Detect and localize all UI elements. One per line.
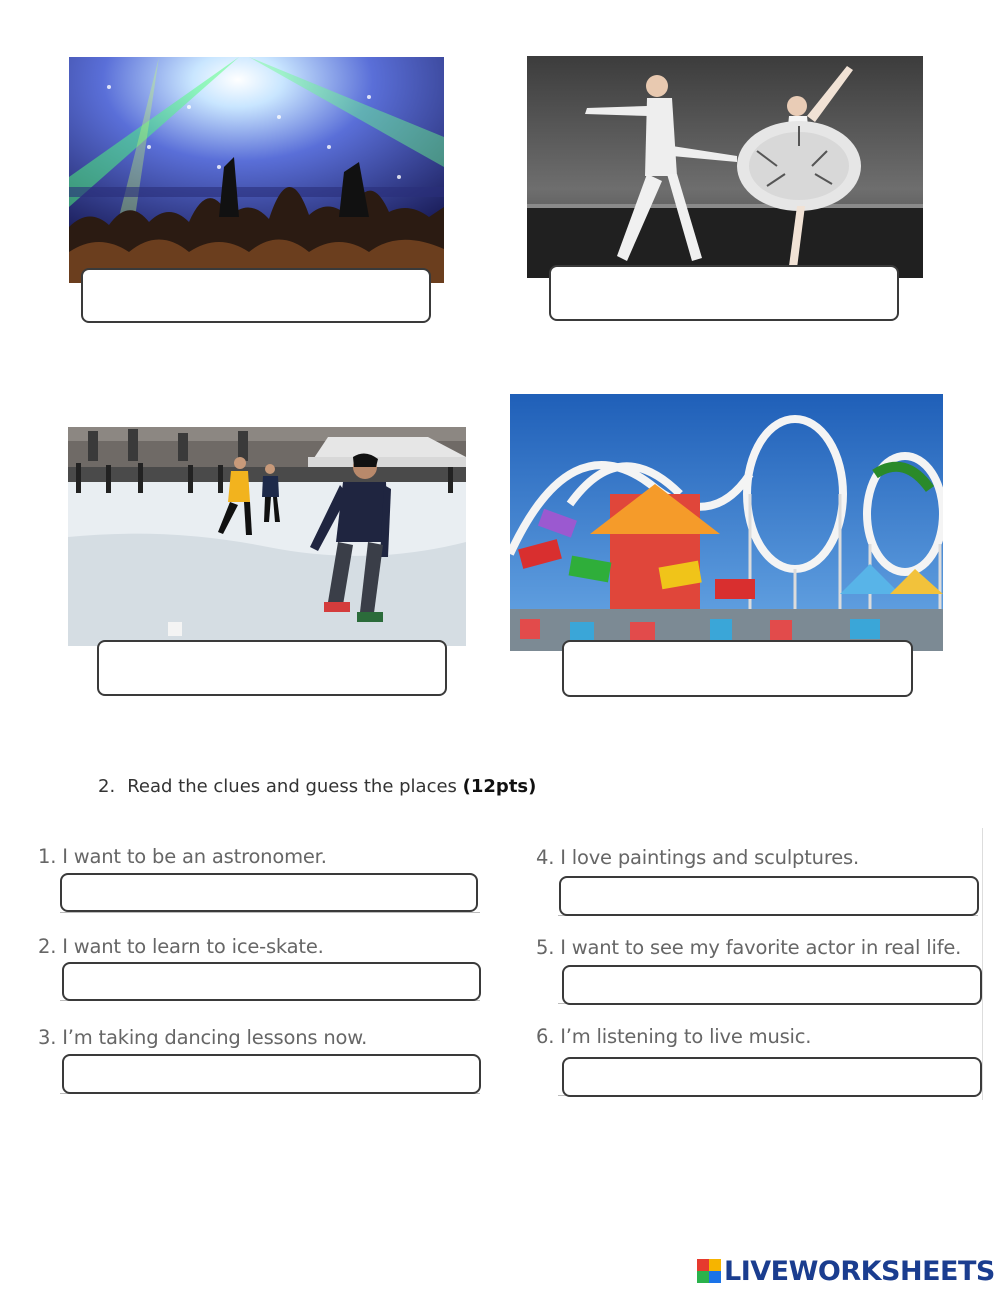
image-edge	[982, 828, 983, 1100]
answer-box-ice-rink[interactable]	[97, 640, 447, 696]
clue-5: 5. I want to see my favorite actor in real life.	[536, 936, 962, 959]
answer-box-amusement-park[interactable]	[562, 640, 913, 697]
clue-6: 6. I’m listening to live music.	[536, 1025, 812, 1048]
answer-input-ballet[interactable]	[551, 267, 897, 319]
clue-answer-box-3[interactable]	[62, 1054, 481, 1094]
clue-answer-box-4[interactable]	[559, 876, 979, 916]
clue-answer-input-1[interactable]	[62, 875, 476, 910]
ice-rink-photo	[68, 427, 466, 646]
ballet-photo	[527, 56, 923, 278]
clue-answer-input-2[interactable]	[64, 964, 479, 999]
clue-4: 4. I love paintings and sculptures.	[536, 846, 859, 869]
clue-answer-box-5[interactable]	[562, 965, 982, 1005]
clue-1: 1. I want to be an astronomer.	[38, 845, 327, 868]
answer-input-ice-rink[interactable]	[99, 642, 445, 694]
clue-answer-box-2[interactable]	[62, 962, 481, 1001]
liveworksheets-logo-icon	[697, 1259, 721, 1283]
answer-box-concert[interactable]	[81, 268, 431, 323]
concert-photo	[69, 57, 444, 283]
underline-1	[60, 912, 480, 913]
clue-answer-input-4[interactable]	[561, 878, 977, 914]
clue-answer-box-1[interactable]	[60, 873, 478, 912]
answer-box-ballet[interactable]	[549, 265, 899, 321]
answer-input-amusement-park[interactable]	[564, 642, 911, 695]
section-number: 2.	[98, 776, 116, 797]
clue-answer-input-5[interactable]	[564, 967, 980, 1003]
clue-3: 3. I’m taking dancing lessons now.	[38, 1026, 368, 1049]
section-2-heading	[98, 776, 536, 797]
brand-name: LIVEWORKSHEETS	[724, 1255, 995, 1287]
liveworksheets-brand	[697, 1256, 995, 1286]
clue-answer-input-6[interactable]	[564, 1059, 980, 1095]
clue-answer-box-6[interactable]	[562, 1057, 982, 1097]
clue-answer-input-3[interactable]	[64, 1056, 479, 1092]
section-instruction: Read the clues and guess the places	[127, 776, 457, 797]
section-points: (12pts)	[462, 776, 537, 797]
clue-2: 2. I want to learn to ice-skate.	[38, 935, 324, 958]
amusement-park-photo	[510, 394, 943, 651]
answer-input-concert[interactable]	[83, 270, 429, 321]
